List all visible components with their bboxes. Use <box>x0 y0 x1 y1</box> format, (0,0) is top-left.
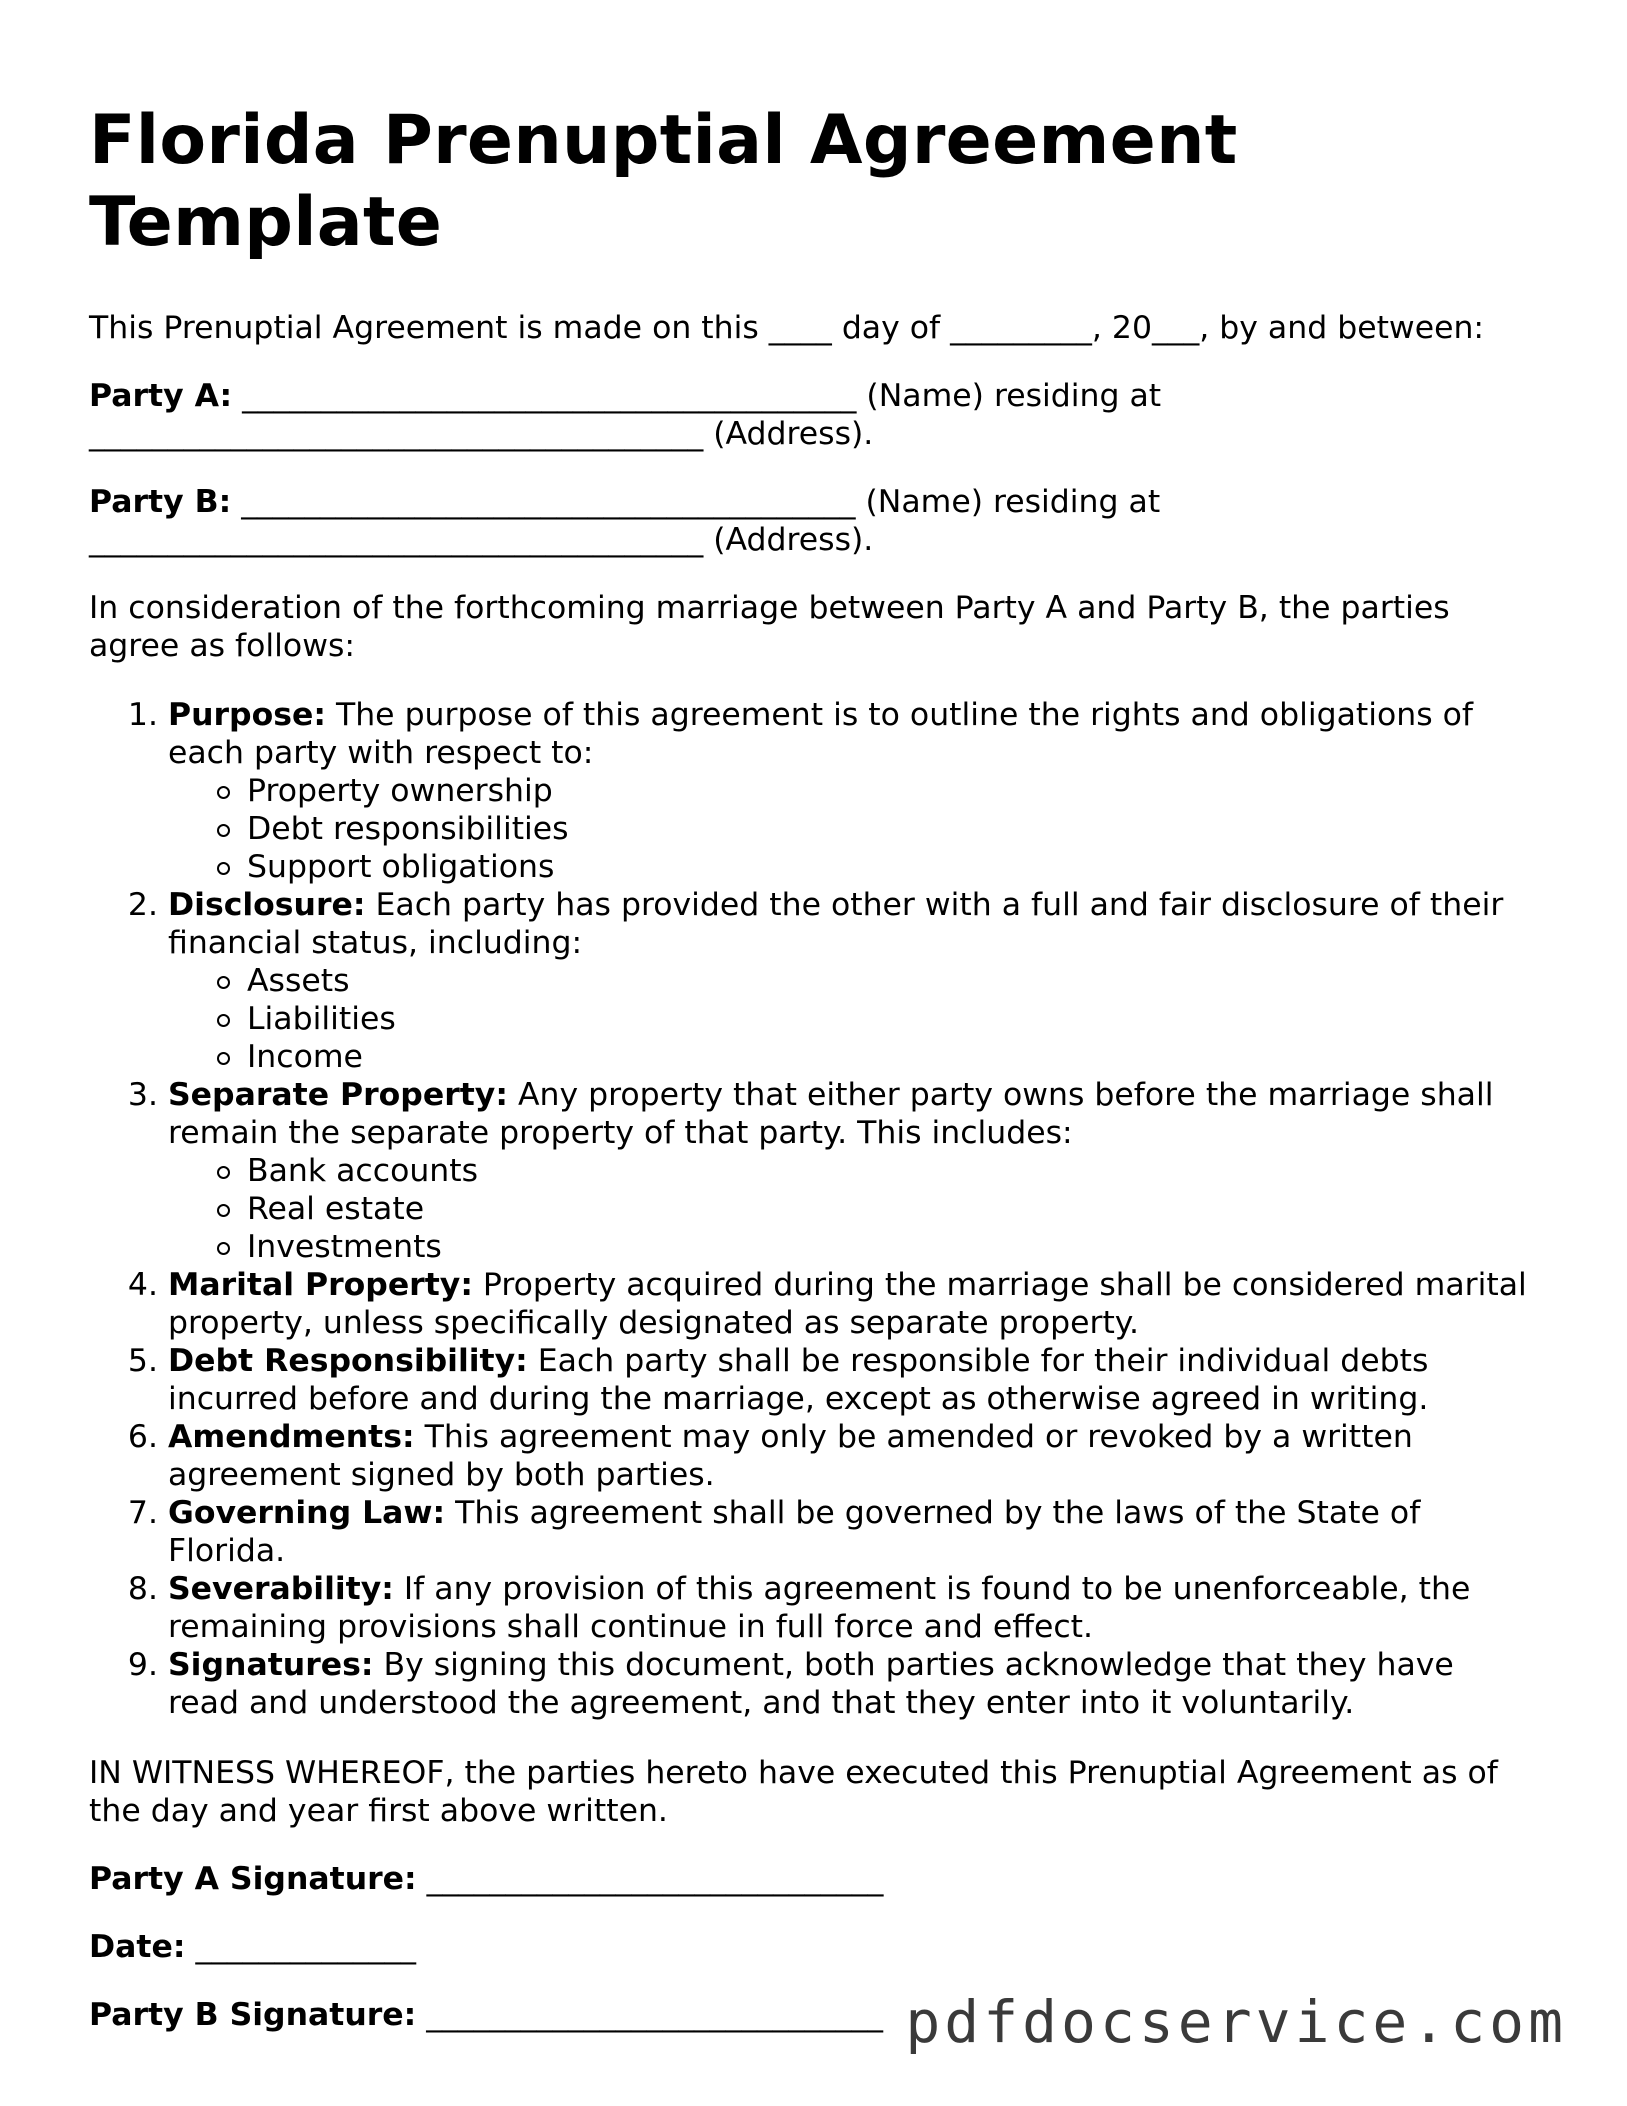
party-a-signature-label: Party A Signature: <box>89 1861 417 1898</box>
clause-signatures <box>168 1646 1529 1722</box>
party-b-block <box>89 483 1529 559</box>
clause-text: Each party has provided the other with a full and fair disclosure of their financial status, including: <box>168 887 1504 962</box>
clause-heading: Severability: <box>168 1571 394 1608</box>
party-a-signature-line <box>89 1860 1529 1898</box>
witness-paragraph: IN WITNESS WHEREOF, the parties hereto have executed this Prenuptial Agreement as of the day and year first above written. <box>89 1755 1498 1830</box>
clause-amendments <box>168 1418 1529 1494</box>
purpose-sublist <box>168 772 1529 886</box>
party-a-signature-blank: _____________________________ <box>416 1861 884 1898</box>
party-a-label: Party A: <box>89 378 233 415</box>
document-title: Florida Prenuptial Agreement Template <box>89 101 1238 262</box>
list-item: Support obligations <box>247 848 1529 886</box>
clause-purpose <box>168 696 1529 886</box>
clauses-list <box>89 696 1529 1722</box>
clause-heading: Separate Property: <box>168 1077 508 1114</box>
document-page <box>89 100 1529 2034</box>
party-b-label: Party B: <box>89 484 232 521</box>
list-item: Income <box>247 1038 1529 1076</box>
clause-text: By signing this document, both parties acknowledge that they have read and understood the agreement, and that they enter into it voluntarily. <box>168 1647 1454 1722</box>
list-item: Debt responsibilities <box>247 810 1529 848</box>
clause-text: Any property that either party owns before the marriage shall remain the separate property of that party. This includes: <box>168 1077 1494 1152</box>
disclosure-sublist <box>168 962 1529 1076</box>
party-a-block <box>89 377 1529 453</box>
party-b-address-line: _______________________________________ (Address). <box>89 522 874 559</box>
clause-heading: Amendments: <box>168 1419 415 1456</box>
intro-paragraph: This Prenuptial Agreement is made on this ____ day of _________, 20___, by and between: <box>89 310 1485 347</box>
clause-text: If any provision of this agreement is found to be unenforceable, the remaining provisions shall continue in full force and effect. <box>168 1571 1471 1646</box>
clause-governing-law <box>168 1494 1529 1570</box>
consideration-paragraph: In consideration of the forthcoming marriage between Party A and Party B, the parties agree as follows: <box>89 590 1450 665</box>
clause-text: Each party shall be responsible for their individual debts incurred before and during the marriage, except as otherwise agreed in writing. <box>168 1343 1429 1418</box>
list-item: Bank accounts <box>247 1152 1529 1190</box>
clause-text: This agreement shall be governed by the laws of the State of Florida. <box>168 1495 1421 1570</box>
clause-text: Property acquired during the marriage shall be considered marital property, unless specifically designated as separate property. <box>168 1267 1527 1342</box>
clause-heading: Signatures: <box>168 1647 374 1684</box>
party-b-signature-label: Party B Signature: <box>89 1997 417 2034</box>
clause-debt-responsibility <box>168 1342 1529 1418</box>
list-item: Liabilities <box>247 1000 1529 1038</box>
clause-text: The purpose of this agreement is to outline the rights and obligations of each party with respect to: <box>168 697 1473 772</box>
clause-text: This agreement may only be amended or revoked by a written agreement signed by both parties. <box>168 1419 1413 1494</box>
clause-heading: Debt Responsibility: <box>168 1343 528 1380</box>
clause-severability <box>168 1570 1529 1646</box>
date-line <box>89 1928 1529 1966</box>
separate-property-sublist <box>168 1152 1529 1266</box>
party-b-name-line: _______________________________________ (Name) residing at <box>231 484 1161 521</box>
list-item: Real estate <box>247 1190 1529 1228</box>
list-item: Property ownership <box>247 772 1529 810</box>
clause-separate-property <box>168 1076 1529 1266</box>
party-a-name-line: _______________________________________ (Name) residing at <box>232 378 1162 415</box>
clause-heading: Marital Property: <box>168 1267 473 1304</box>
clause-heading: Purpose: <box>168 697 326 734</box>
list-item: Investments <box>247 1228 1529 1266</box>
party-a-address-line: _______________________________________ (Address). <box>89 416 874 453</box>
clause-marital-property <box>168 1266 1529 1342</box>
watermark-text: pdfdocservice.com <box>905 1988 1567 2056</box>
date-blank: ______________ <box>185 1929 416 1966</box>
clause-heading: Governing Law: <box>168 1495 446 1532</box>
clause-heading: Disclosure: <box>168 887 366 924</box>
party-b-signature-blank: _____________________________ <box>416 1997 884 2034</box>
date-label: Date: <box>89 1929 186 1966</box>
list-item: Assets <box>247 962 1529 1000</box>
clause-disclosure <box>168 886 1529 1076</box>
